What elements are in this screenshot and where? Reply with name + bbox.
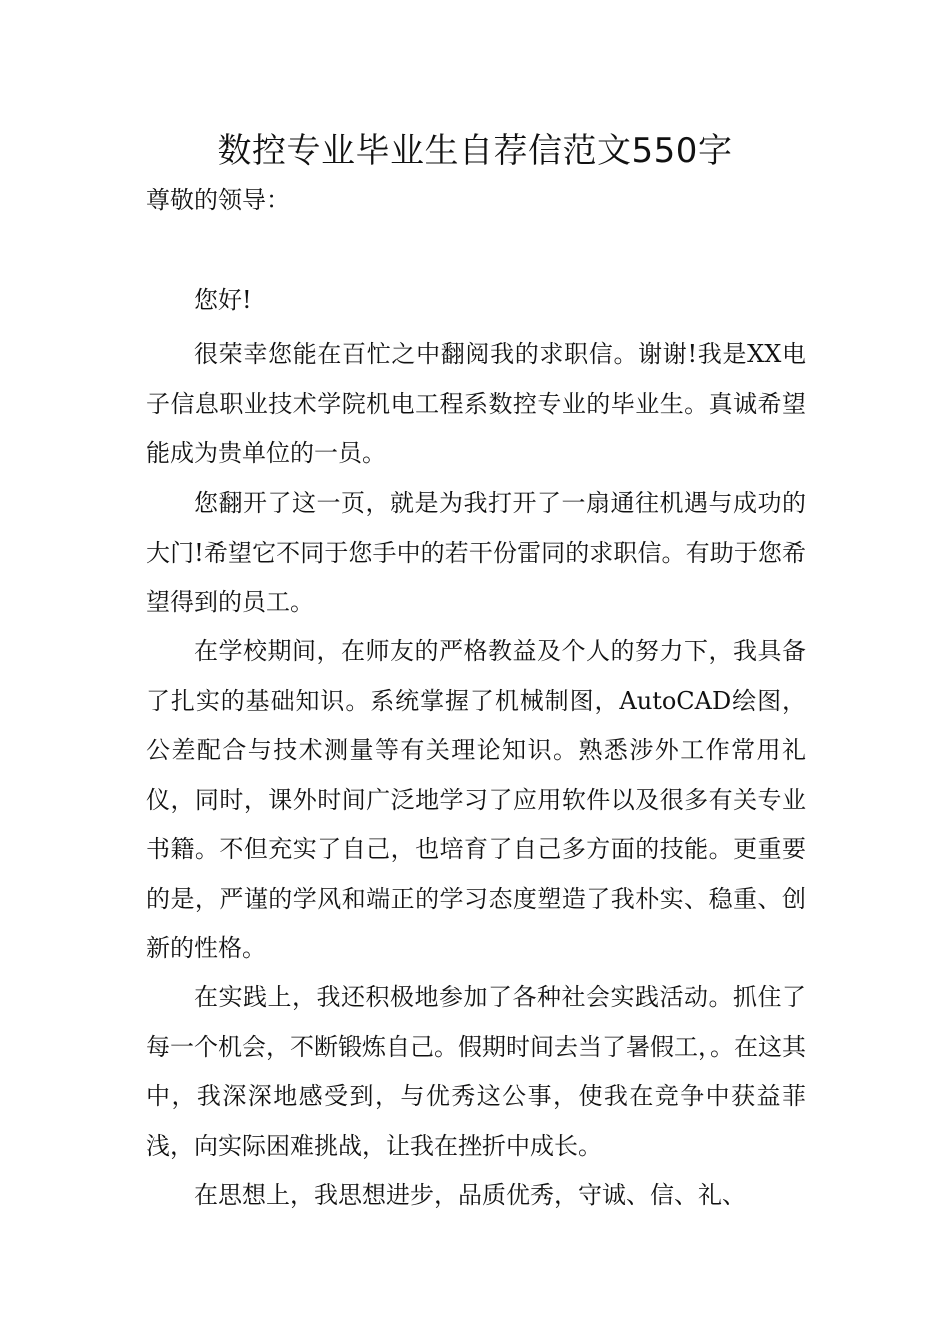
greeting: 您好!: [194, 286, 252, 314]
paragraph-character: 在思想上，我思想进步，品质优秀，守诚、信、礼、: [194, 1181, 746, 1209]
paragraph-practice: 在实践上，我还积极地参加了各种社会实践活动。抓住了每一个机会，不断锻炼自己。假期时间去当了暑假工，。在这其中，我深深地感受到，与优秀这公事，使我在竞争中获益菲浅，向实际困难挑战，让我在挫折中成长。: [146, 983, 806, 1160]
document-title: 数控专业毕业生自荐信范文550字: [217, 131, 733, 171]
paragraph-introduction: 很荣幸您能在百忙之中翻阅我的求职信。谢谢!我是XX电子信息职业技术学院机电工程系数控专业的毕业生。真诚希望能成为贵单位的一员。: [146, 340, 806, 467]
salutation: 尊敬的领导：: [146, 186, 290, 214]
paragraph-opportunity: 您翻开了这一页，就是为我打开了一扇通往机遇与成功的大门!希望它不同于您手中的若干份雷同的求职信。有助于您希望得到的员工。: [146, 489, 806, 616]
paragraph-education: 在学校期间，在师友的严格教益及个人的努力下，我具备了扎实的基础知识。系统掌握了机械制图，AutoCAD绘图，公差配合与技术测量等有关理论知识。熟悉涉外工作常用礼仪，同时，课外时间广泛地学习了应用软件以及很多有关专业书籍。不但充实了自己，也培育了自己多方面的技能。更重要的是，严谨的学风和端正的学习态度塑造了我朴实、稳重、创新的性格。: [146, 637, 806, 962]
